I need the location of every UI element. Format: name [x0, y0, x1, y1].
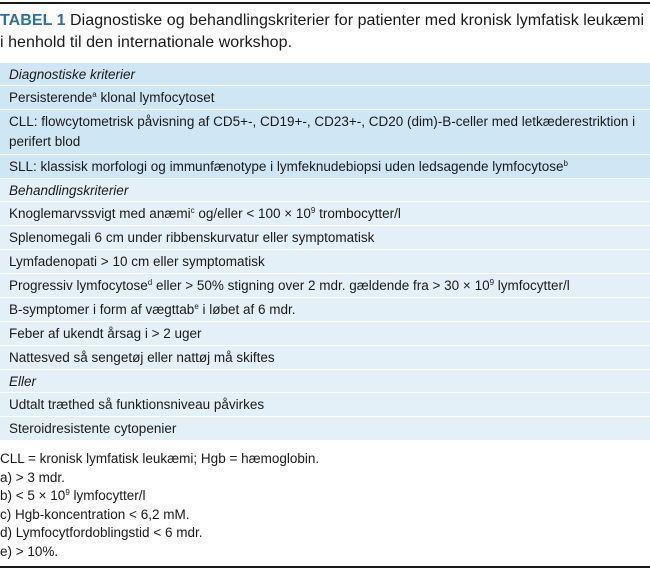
- table-row: [0, 226, 650, 250]
- section-heading-text: Diagnostiske kriterier: [9, 67, 136, 82]
- row-text: SLL: klassisk morfologi og immunfænotype i lymfeknudebiopsi uden ledsagende lymfocytose: [9, 159, 564, 174]
- row-text: CLL: flowcytometrisk påvisning af CD5+-, CD19+-, CD23+-, CD20 (dim)-B-celler med letkæderestriktion i perifert blod: [9, 114, 636, 149]
- footnote-marker: b: [563, 159, 568, 168]
- footnote-e: e) > 10%.: [0, 543, 59, 559]
- table-label: TABEL 1: [0, 12, 66, 29]
- section-heading-treatment: [0, 179, 650, 202]
- row-text: Knoglemarvssvigt med anæmi: [9, 206, 191, 221]
- table-row: [0, 274, 650, 298]
- row-text: Persisterende: [9, 90, 93, 105]
- footnote-b: [0, 487, 650, 506]
- section-heading-diagnostic: [0, 63, 650, 86]
- table-row: [0, 322, 650, 346]
- table-row: [0, 298, 650, 322]
- table-caption-text: Diagnostiske og behandlingskriterier for patienter med kronisk lymfatisk leukæmi i henhold til den internationale workshop.: [0, 12, 645, 51]
- row-text: Feber af ukendt årsag i > 2 uger: [9, 326, 202, 341]
- row-text: Splenomegali 6 cm under ribbenskurvatur eller symptomatisk: [9, 230, 375, 245]
- exponent: 9: [65, 488, 70, 497]
- row-text: klonal lymfocytoset: [96, 90, 215, 105]
- footnote-a: a) > 3 mdr.: [0, 469, 65, 485]
- footnote-marker: c: [190, 206, 195, 215]
- table-row: [0, 417, 650, 441]
- exponent: 9: [489, 278, 495, 287]
- table-row: [0, 110, 650, 155]
- section-heading-or: [0, 370, 650, 393]
- row-text: lymfocytter/l: [494, 278, 570, 293]
- footnote-abbreviations: CLL = kronisk lymfatisk leukæmi; Hgb = hæmoglobin.: [0, 451, 320, 466]
- row-text: B-symptomer i form af vægttab: [9, 302, 195, 317]
- footnote-d: d) Lymfocytfordoblingstid < 6 mdr.: [0, 525, 203, 540]
- table-row: [0, 393, 650, 417]
- table-row: [0, 346, 650, 370]
- row-text: Udtalt træthed så funktionsniveau påvirkes: [9, 397, 265, 412]
- bottom-rule: [0, 566, 650, 568]
- table-caption: [0, 10, 648, 54]
- footnote-c: c) Hgb-koncentration < 6,2 mM.: [0, 506, 190, 522]
- table-footnotes: [0, 450, 650, 561]
- row-text: trombocytter/l: [315, 206, 401, 221]
- section-heading-text: Behandlingskriterier: [9, 183, 129, 198]
- table-row: [0, 155, 650, 179]
- footnote-text: lymfocytter/l: [69, 488, 146, 503]
- table-row: [0, 202, 650, 226]
- top-rule: [0, 2, 650, 4]
- section-heading-text: Eller: [9, 374, 37, 389]
- row-text: eller > 50% stigning over 2 mdr. gældende fra > 30 × 10: [152, 278, 490, 293]
- row-text: Nattesved så sengetøj eller nattøj må skiftes: [9, 350, 275, 365]
- criteria-table: [0, 63, 650, 441]
- table-row: [0, 250, 650, 274]
- footnote-text: b) < 5 × 10: [0, 488, 66, 503]
- footnote-marker: d: [147, 278, 153, 287]
- table-row: [0, 86, 650, 110]
- row-text: i løbet af 6 mdr.: [198, 302, 296, 317]
- row-text: og/eller < 100 × 10: [194, 206, 311, 221]
- footnote-marker: a: [92, 90, 97, 99]
- row-text: Progressiv lymfocytose: [9, 278, 148, 293]
- footnote-marker: e: [194, 302, 199, 311]
- row-text: Steroidresistente cytopenier: [9, 421, 177, 436]
- row-text: Lymfadenopati > 10 cm eller symptomatisk: [9, 254, 265, 269]
- exponent: 9: [310, 206, 316, 215]
